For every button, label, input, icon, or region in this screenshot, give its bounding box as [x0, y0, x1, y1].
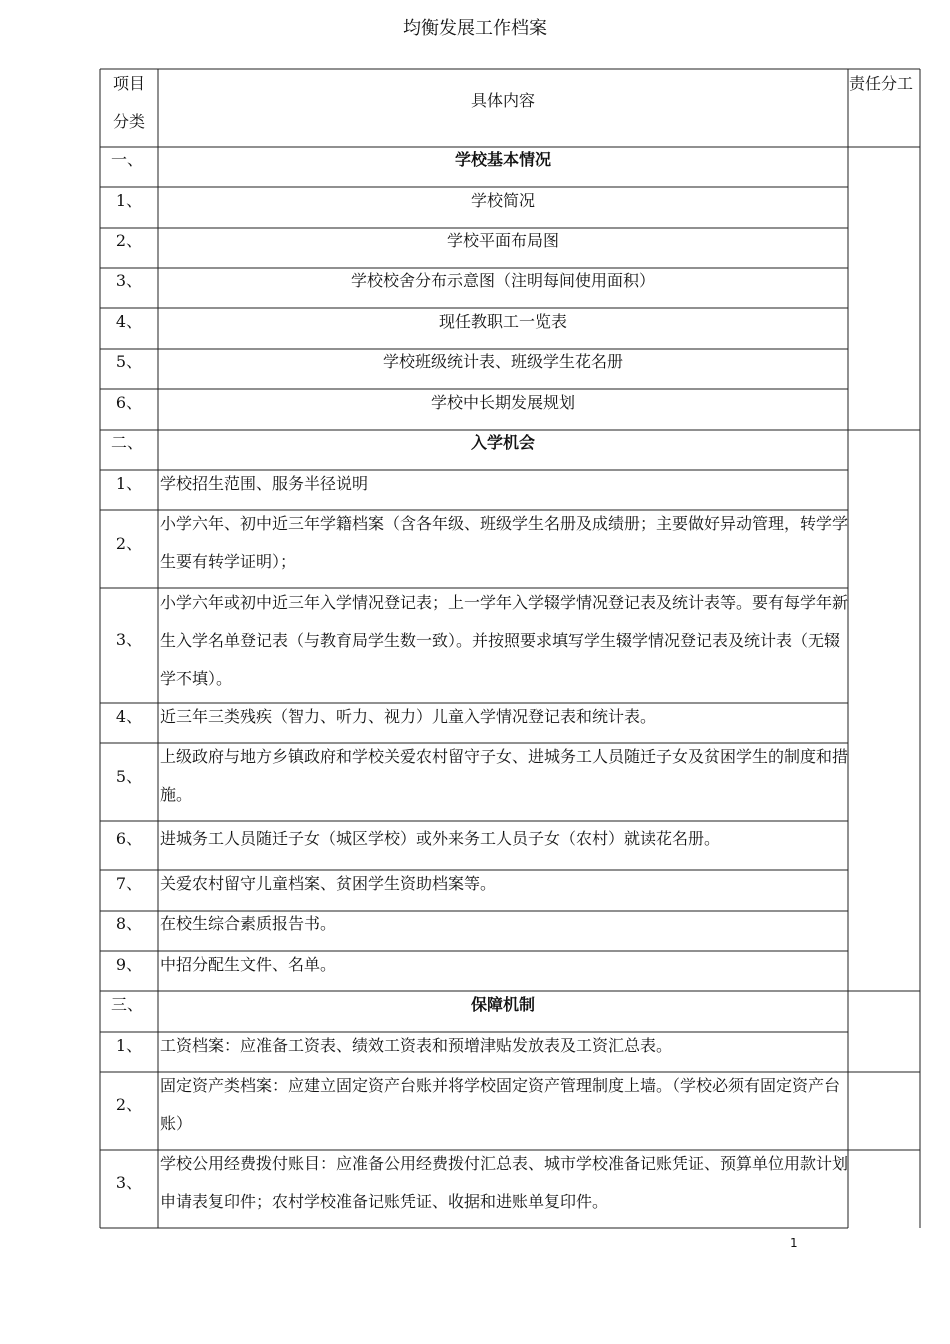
header-category: 项目分类 — [112, 74, 145, 131]
section-number: 三、 — [111, 995, 144, 1014]
item-text: 学校招生范围、服务半径说明 — [160, 474, 369, 493]
item-text: 近三年三类残疾（智力、听力、视力）儿童入学情况登记表和统计表。 — [160, 707, 657, 726]
item-text: 学校公用经费拨付账目：应准备公用经费拨付汇总表、城市学校准备记账凭证、预算单位用款计划申请表复印件；农村学校准备记账凭证、收据和进账单复印件。 — [160, 1154, 848, 1211]
item-number: 1、 — [115, 474, 143, 493]
item-number: 4、 — [115, 312, 143, 331]
section-title: 入学机会 — [470, 433, 535, 452]
item-text: 学校平面布局图 — [446, 231, 559, 250]
item-text: 进城务工人员随迁子女（城区学校）或外来务工人员子女（农村）就读花名册。 — [160, 829, 721, 848]
item-number: 6、 — [115, 829, 143, 848]
section-title: 学校基本情况 — [454, 150, 551, 169]
item-text: 现任教职工一览表 — [438, 312, 567, 331]
item-text: 学校简况 — [470, 191, 535, 210]
page-number: 1 — [790, 1236, 798, 1250]
item-number: 5、 — [115, 352, 143, 371]
item-number: 3、 — [115, 271, 143, 290]
item-number: 6、 — [115, 393, 143, 412]
item-number: 2、 — [115, 1095, 143, 1114]
item-number: 2、 — [115, 534, 143, 553]
item-text: 上级政府与地方乡镇政府和学校关爱农村留守子女、进城务工人员随迁子女及贫困学生的制度和措施。 — [160, 747, 848, 804]
section-title: 保障机制 — [470, 995, 535, 1014]
section-number: 一、 — [111, 150, 144, 169]
item-number: 1、 — [115, 191, 143, 210]
item-number: 3、 — [115, 1173, 143, 1192]
item-text: 工资档案：应准备工资表、绩效工资表和预增津贴发放表及工资汇总表。 — [160, 1036, 673, 1055]
item-text: 固定资产类档案：应建立固定资产台账并将学校固定资产管理制度上墙。（学校必须有固定资产台账） — [160, 1076, 841, 1133]
item-text: 学校班级统计表、班级学生花名册 — [382, 352, 623, 371]
header-responsibility: 责任分工 — [849, 74, 914, 93]
item-number: 1、 — [115, 1036, 143, 1055]
item-number: 7、 — [115, 874, 143, 893]
page-title: 均衡发展工作档案 — [403, 18, 547, 39]
item-number: 9、 — [115, 955, 143, 974]
item-text: 小学六年、初中近三年学籍档案（含各年级、班级学生名册及成绩册；主要做好异动管理，转学学生要有转学证明）； — [160, 514, 848, 571]
item-number: 2、 — [115, 231, 143, 250]
section-number: 二、 — [111, 433, 144, 452]
item-text: 中招分配生文件、名单。 — [160, 955, 337, 974]
item-text: 学校校舍分布示意图（注明每间使用面积） — [350, 271, 655, 290]
item-number: 8、 — [115, 914, 143, 933]
header-content: 具体内容 — [470, 91, 535, 110]
item-number: 4、 — [115, 707, 143, 726]
item-text: 小学六年或初中近三年入学情况登记表；上一学年入学辍学情况登记表及统计表等。要有每学年新生入学名单登记表（与教育局学生数一致）。并按照要求填写学生辍学情况登记表及统计表（无辍学不填）。 — [160, 593, 848, 688]
item-text: 在校生综合素质报告书。 — [160, 914, 337, 933]
item-number: 3、 — [115, 630, 143, 649]
item-number: 5、 — [115, 767, 143, 786]
item-text: 关爱农村留守儿童档案、贫困学生资助档案等。 — [160, 874, 497, 893]
item-text: 学校中长期发展规划 — [430, 393, 575, 412]
